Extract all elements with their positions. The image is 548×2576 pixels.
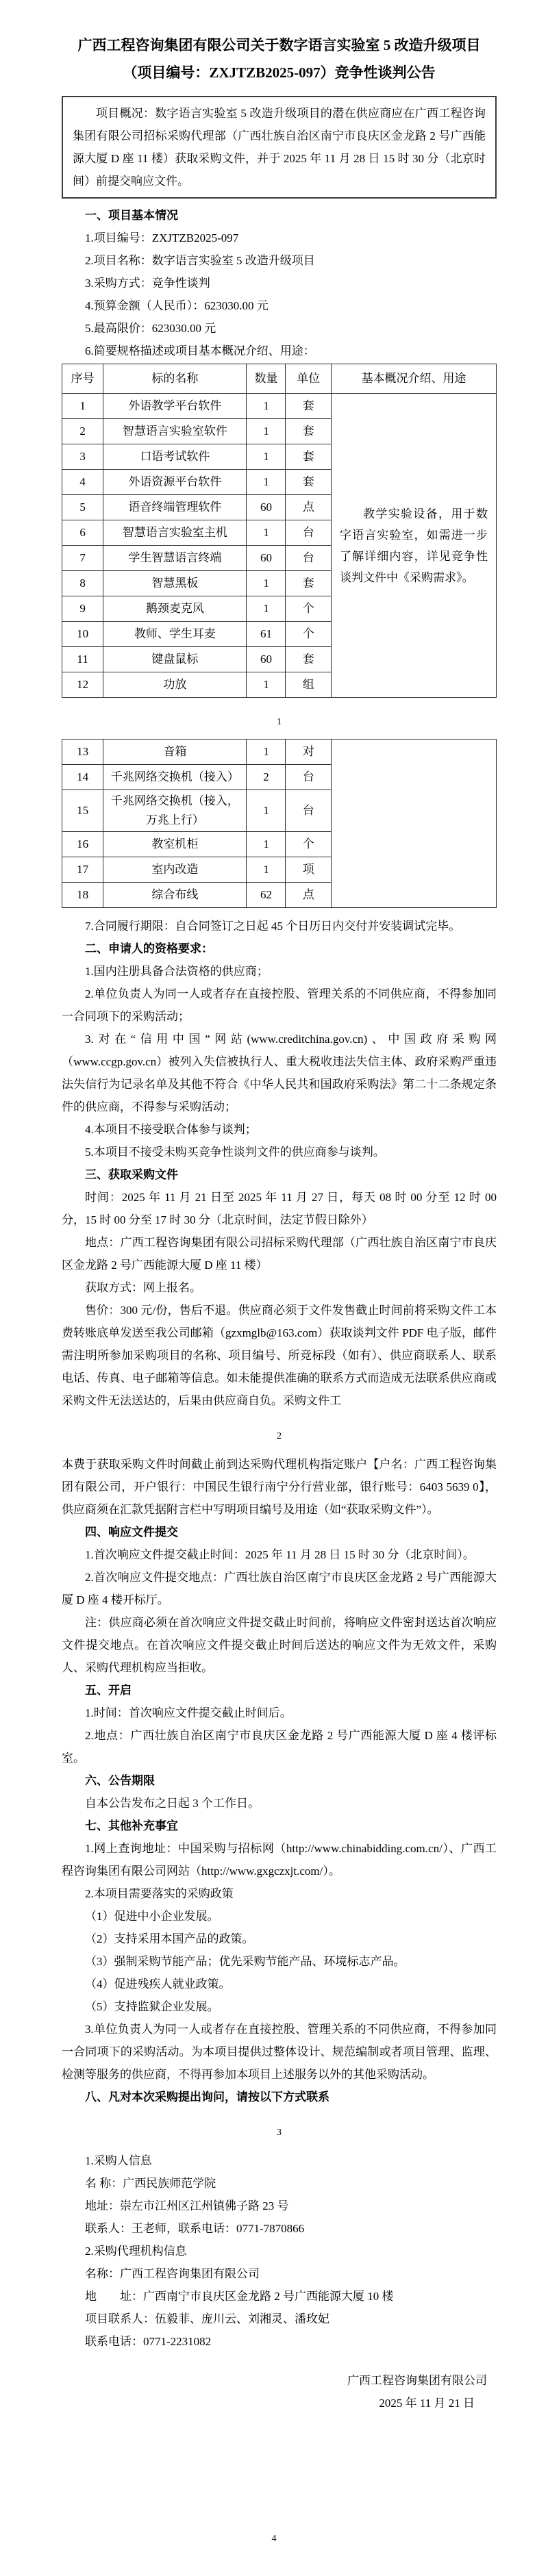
body-section-1 bbox=[62, 915, 497, 1412]
table-cell: 3 bbox=[62, 444, 103, 470]
page-number-3: 3 bbox=[277, 2127, 282, 2138]
table-cell: 13 bbox=[62, 740, 103, 765]
document-obtain-time: 时间：2025 年 11 月 21 日至 2025 年 11 月 27 日，每天 08 时 00 分至 12 时 00 分，15 时 00 分至 17 时 30 分（北京时间，法定节假日除外） bbox=[62, 1191, 497, 1226]
page-number-1: 1 bbox=[277, 717, 282, 727]
document-price: 售价：300 元/份，售后不退。供应商必须于文件发售截止时间前将采购文件工本费转账底单发送至我公司邮箱（gzxmglb@163.com）获取谈判文件 PDF 电子版，邮件需注明所参加采购项目的名称、项目编号、所竞标段（如有）、供应商联系人、联系电话、传真、电子邮箱等信息。如未能提供准确的联系方式而造成无法联系供应商或采购文件无法送达的，后果由供应商自负。采购文件工 bbox=[62, 1304, 497, 1407]
response-deadline: 1.首次响应文件提交截止时间：2025 年 11 月 28 日 15 时 30 分（北京时间）。 bbox=[85, 1548, 475, 1561]
table-cell: 7 bbox=[62, 546, 103, 571]
items-table-part2 bbox=[62, 739, 497, 908]
policy-intro: 2.本项目需要落实的采购政策 bbox=[85, 1887, 234, 1900]
table-cell: 室内改造 bbox=[103, 857, 247, 883]
table-cell: 套 bbox=[286, 647, 332, 672]
bank-account-info: 本费于获取采购文件时间截止前到达采购代理机构指定账户【户名：广西工程咨询集团有限公司，开户银行：中国民生银行南宁分行营业部，银行账号：6403 5639 0】，供应商须在汇款凭据附言栏中写明项目编号及用途（如“获取采购文件”）。 bbox=[62, 1458, 497, 1516]
table-cell: 2 bbox=[247, 765, 286, 790]
section-1-heading: 一、项目基本情况 bbox=[85, 209, 178, 222]
agency-name: 名称：广西工程咨询集团有限公司 bbox=[85, 2267, 260, 2280]
table-cell: 个 bbox=[286, 622, 332, 647]
intro-section bbox=[62, 204, 497, 362]
col-header-qty: 数量 bbox=[247, 364, 286, 394]
max-price: 5.最高限价：623030.00 元 bbox=[85, 322, 216, 335]
paragraph: 2.单位负责人为同一人或者存在直接控股、管理关系的不同供应商，不得参加同一合同项下的采购活动； bbox=[62, 987, 497, 1023]
table-cell: 12 bbox=[62, 672, 103, 698]
purchaser-address: 地址：崇左市江州区江州镇佛子路 23 号 bbox=[85, 2199, 289, 2212]
opening-place: 2.地点：广西壮族自治区南宁市良庆区金龙路 2 号广西能源大厦 D 座 4 楼评标室。 bbox=[62, 1729, 497, 1765]
budget-amount: 4.预算金额（人民币）：623030.00 元 bbox=[85, 299, 269, 312]
spec-intro: 6.简要规格描述或项目基本概况介绍、用途： bbox=[85, 344, 315, 357]
table-cell: 1 bbox=[247, 394, 286, 419]
table-cell: 个 bbox=[286, 596, 332, 622]
table-cell: 60 bbox=[247, 495, 286, 520]
table-cell: 61 bbox=[247, 622, 286, 647]
table-cell: 学生智慧语言终端 bbox=[103, 546, 247, 571]
section-2-heading: 二、申请人的资格要求： bbox=[85, 942, 213, 955]
agency-info-heading: 2.采购代理机构信息 bbox=[85, 2245, 187, 2258]
spacer bbox=[62, 908, 497, 915]
paragraph: 4.本项目不接受联合体参与谈判； bbox=[85, 1123, 257, 1136]
table-cell: 1 bbox=[62, 394, 103, 419]
table-cell: 对 bbox=[286, 740, 332, 765]
table-cell: 千兆网络交换机（接入，万兆上行） bbox=[103, 790, 247, 832]
table-cell: 8 bbox=[62, 571, 103, 596]
table-cell: 功放 bbox=[103, 672, 247, 698]
table-cell: 综合布线 bbox=[103, 883, 247, 908]
table-cell: 4 bbox=[62, 470, 103, 495]
table-cell: 套 bbox=[286, 571, 332, 596]
procurement-method: 3.采购方式：竞争性谈判 bbox=[85, 277, 210, 290]
section-7-heading: 七、其他补充事宜 bbox=[85, 1819, 178, 1832]
table-cell: 智慧黑板 bbox=[103, 571, 247, 596]
col-header-desc: 基本概况介绍、用途 bbox=[332, 364, 497, 394]
table-cell: 1 bbox=[247, 832, 286, 857]
table-cell: 音箱 bbox=[103, 740, 247, 765]
purchaser-name: 名 称：广西民族师范学院 bbox=[85, 2177, 216, 2190]
contract-period: 7.合同履行期限：自合同签订之日起 45 个日历日内交付并安装调试完毕。 bbox=[85, 920, 461, 933]
table-note bbox=[332, 740, 497, 908]
paragraph: （1）促进中小企业发展。 bbox=[85, 1910, 219, 1923]
project-overview-box: 项目概况：数字语言实验室 5 改造升级项目的潜在供应商应在广西工程咨询集团有限公司招标采购代理部（广西壮族自治区南宁市良庆区金龙路 2 号广西能源大厦 D 座 11 楼）获取采购文件，并于 2025 年 11 月 28 日 15 时 30 分（北京时间）前提交响应文件。 bbox=[62, 96, 497, 199]
table-row bbox=[62, 394, 497, 419]
contact-section bbox=[62, 2149, 497, 2353]
table-cell: 套 bbox=[286, 394, 332, 419]
page-number-4: 4 bbox=[271, 2534, 277, 2544]
section-5-heading: 五、开启 bbox=[85, 1684, 132, 1697]
table-cell: 10 bbox=[62, 622, 103, 647]
paragraph: （3）强制采购节能产品；优先采购节能产品、环境标志产品。 bbox=[85, 1955, 406, 1968]
signature-block bbox=[62, 2369, 497, 2414]
table-cell: 11 bbox=[62, 647, 103, 672]
table-row bbox=[62, 740, 497, 765]
table-cell: 1 bbox=[247, 596, 286, 622]
agency-phone: 联系电话：0771-2231082 bbox=[85, 2335, 212, 2348]
table-cell: 9 bbox=[62, 596, 103, 622]
table-cell: 1 bbox=[247, 571, 286, 596]
table-cell: 1 bbox=[247, 857, 286, 883]
section-4-heading: 四、响应文件提交 bbox=[85, 1526, 178, 1539]
col-header-item: 标的名称 bbox=[103, 364, 247, 394]
table-cell: 教师、学生耳麦 bbox=[103, 622, 247, 647]
table-cell: 千兆网络交换机（接入） bbox=[103, 765, 247, 790]
response-note: 注：供应商必须在首次响应文件提交截止时间前，将响应文件密封送达首次响应文件提交地点。在首次响应文件提交截止时间后送达的响应文件为无效文件，采购人、采购代理机构应当拒收。 bbox=[62, 1616, 497, 1674]
agency-contacts: 项目联系人：伍毅菲、庞川云、刘湘灵、潘玫妃 bbox=[85, 2312, 329, 2325]
items-table-part1 bbox=[62, 364, 497, 698]
table-cell: 1 bbox=[247, 740, 286, 765]
table-cell: 键盘鼠标 bbox=[103, 647, 247, 672]
table-cell: 60 bbox=[247, 647, 286, 672]
opening-time: 1.时间：首次响应文件提交截止时间后。 bbox=[85, 1706, 292, 1719]
table-cell: 16 bbox=[62, 832, 103, 857]
table-cell: 口语考试软件 bbox=[103, 444, 247, 470]
table-cell: 语音终端管理软件 bbox=[103, 495, 247, 520]
table-cell: 点 bbox=[286, 883, 332, 908]
table-cell: 鹅颈麦克风 bbox=[103, 596, 247, 622]
response-place: 2.首次响应文件提交地点：广西壮族自治区南宁市良庆区金龙路 2 号广西能源大厦 D 座 4 楼开标厅。 bbox=[62, 1571, 497, 1606]
table-cell: 智慧语言实验室软件 bbox=[103, 419, 247, 444]
online-query-urls: 1.网上查询地址：中国采购与招标网（http://www.chinabidding.com.cn/）、广西工程咨询集团有限公司网站（http://www.gxgczxjt.com/）。 bbox=[62, 1842, 497, 1878]
table-cell: 18 bbox=[62, 883, 103, 908]
project-number: 1.项目编号：ZXJTZB2025-097 bbox=[85, 231, 239, 244]
paragraph: 5.本项目不接受未购买竞争性谈判文件的供应商参与谈判。 bbox=[85, 1146, 385, 1159]
table-cell: 1 bbox=[247, 672, 286, 698]
table-cell: 外语资源平台软件 bbox=[103, 470, 247, 495]
body-section-2 bbox=[62, 1453, 497, 2108]
document-title-line1: 广西工程咨询集团有限公司关于数字语言实验室 5 改造升级项目 bbox=[77, 37, 481, 53]
table-cell: 台 bbox=[286, 546, 332, 571]
purchaser-info-heading: 1.采购人信息 bbox=[85, 2154, 152, 2167]
table-cell: 17 bbox=[62, 857, 103, 883]
paragraph: 3.单位负责人为同一人或者存在直接控股、管理关系的不同供应商，不得参加同一合同项下的采购活动。为本项目提供过整体设计、规范编制或者项目管理、监理、检测等服务的供应商，不得再参加本项目上述服务以外的其他采购活动。 bbox=[62, 2023, 497, 2081]
agency-address: 地 址：广西南宁市良庆区金龙路 2 号广西能源大厦 10 楼 bbox=[85, 2290, 394, 2303]
table-note: 教学实验设备，用于数字语言实验室，如需进一步了解详细内容，详见竞争性谈判文件中《采购需求》。 bbox=[332, 394, 497, 698]
table-cell: 1 bbox=[247, 790, 286, 832]
table-cell: 2 bbox=[62, 419, 103, 444]
table-cell: 套 bbox=[286, 444, 332, 470]
paragraph: （4）促进残疾人就业政策。 bbox=[85, 1978, 231, 1991]
purchaser-contact: 联系人：王老师，联系电话：0771-7870866 bbox=[85, 2222, 305, 2235]
project-name: 2.项目名称：数字语言实验室 5 改造升级项目 bbox=[85, 254, 315, 267]
page-number-2: 2 bbox=[277, 1431, 282, 1441]
table-cell: 组 bbox=[286, 672, 332, 698]
table-cell: 台 bbox=[286, 520, 332, 546]
table-cell: 项 bbox=[286, 857, 332, 883]
table-cell: 台 bbox=[286, 790, 332, 832]
table-cell: 60 bbox=[247, 546, 286, 571]
table-cell: 智慧语言实验室主机 bbox=[103, 520, 247, 546]
paragraph: 1.国内注册具备合法资格的供应商； bbox=[85, 965, 269, 978]
signature-org: 广西工程咨询集团有限公司 bbox=[347, 2374, 487, 2387]
table-header-row bbox=[62, 364, 497, 394]
table-cell: 1 bbox=[247, 470, 286, 495]
table-cell: 台 bbox=[286, 765, 332, 790]
section-3-heading: 三、获取采购文件 bbox=[85, 1168, 178, 1181]
table-cell: 外语教学平台软件 bbox=[103, 394, 247, 419]
signature-date: 2025 年 11 月 21 日 bbox=[379, 2397, 475, 2410]
col-header-unit: 单位 bbox=[286, 364, 332, 394]
table-cell: 1 bbox=[247, 520, 286, 546]
paragraph: （2）支持采用本国产品的政策。 bbox=[85, 1932, 254, 1945]
paragraph: （5）支持监狱企业发展。 bbox=[85, 2000, 219, 2013]
document-obtain-method: 获取方式：网上报名。 bbox=[85, 1281, 201, 1294]
table-cell: 套 bbox=[286, 470, 332, 495]
table-cell: 15 bbox=[62, 790, 103, 832]
table-cell: 62 bbox=[247, 883, 286, 908]
table-cell: 个 bbox=[286, 832, 332, 857]
announcement-period: 自本公告发布之日起 3 个工作日。 bbox=[85, 1797, 260, 1810]
section-8-heading: 八、凡对本次采购提出询问，请按以下方式联系 bbox=[85, 2091, 329, 2104]
paragraph: 3.对在“信用中国”网站(www.creditchina.gov.cn)、中国政府采购网（www.ccgp.gov.cn）被列入失信被执行人、重大税收违法失信主体、政府采购严重违法失信行为记录名单及其他不符合《中华人民共和国政府采购法》第二十二条规定条件的供应商，不得参与采购活动； bbox=[62, 1033, 497, 1113]
table-cell: 点 bbox=[286, 495, 332, 520]
section-6-heading: 六、公告期限 bbox=[85, 1774, 155, 1787]
table-cell: 14 bbox=[62, 765, 103, 790]
table-cell: 1 bbox=[247, 419, 286, 444]
table-cell: 教室机柜 bbox=[103, 832, 247, 857]
items-table-header bbox=[62, 364, 497, 394]
col-header-index: 序号 bbox=[62, 364, 103, 394]
document-obtain-place: 地点：广西工程咨询集团有限公司招标采购代理部（广西壮族自治区南宁市良庆区金龙路 2 号广西能源大厦 D 座 11 楼） bbox=[62, 1236, 497, 1272]
table-cell: 1 bbox=[247, 444, 286, 470]
table-cell: 套 bbox=[286, 419, 332, 444]
table-cell: 5 bbox=[62, 495, 103, 520]
document-title bbox=[62, 31, 497, 86]
table-cell: 6 bbox=[62, 520, 103, 546]
document-title-line2: （项目编号：ZXJTZB2025-097）竞争性谈判公告 bbox=[123, 64, 436, 81]
